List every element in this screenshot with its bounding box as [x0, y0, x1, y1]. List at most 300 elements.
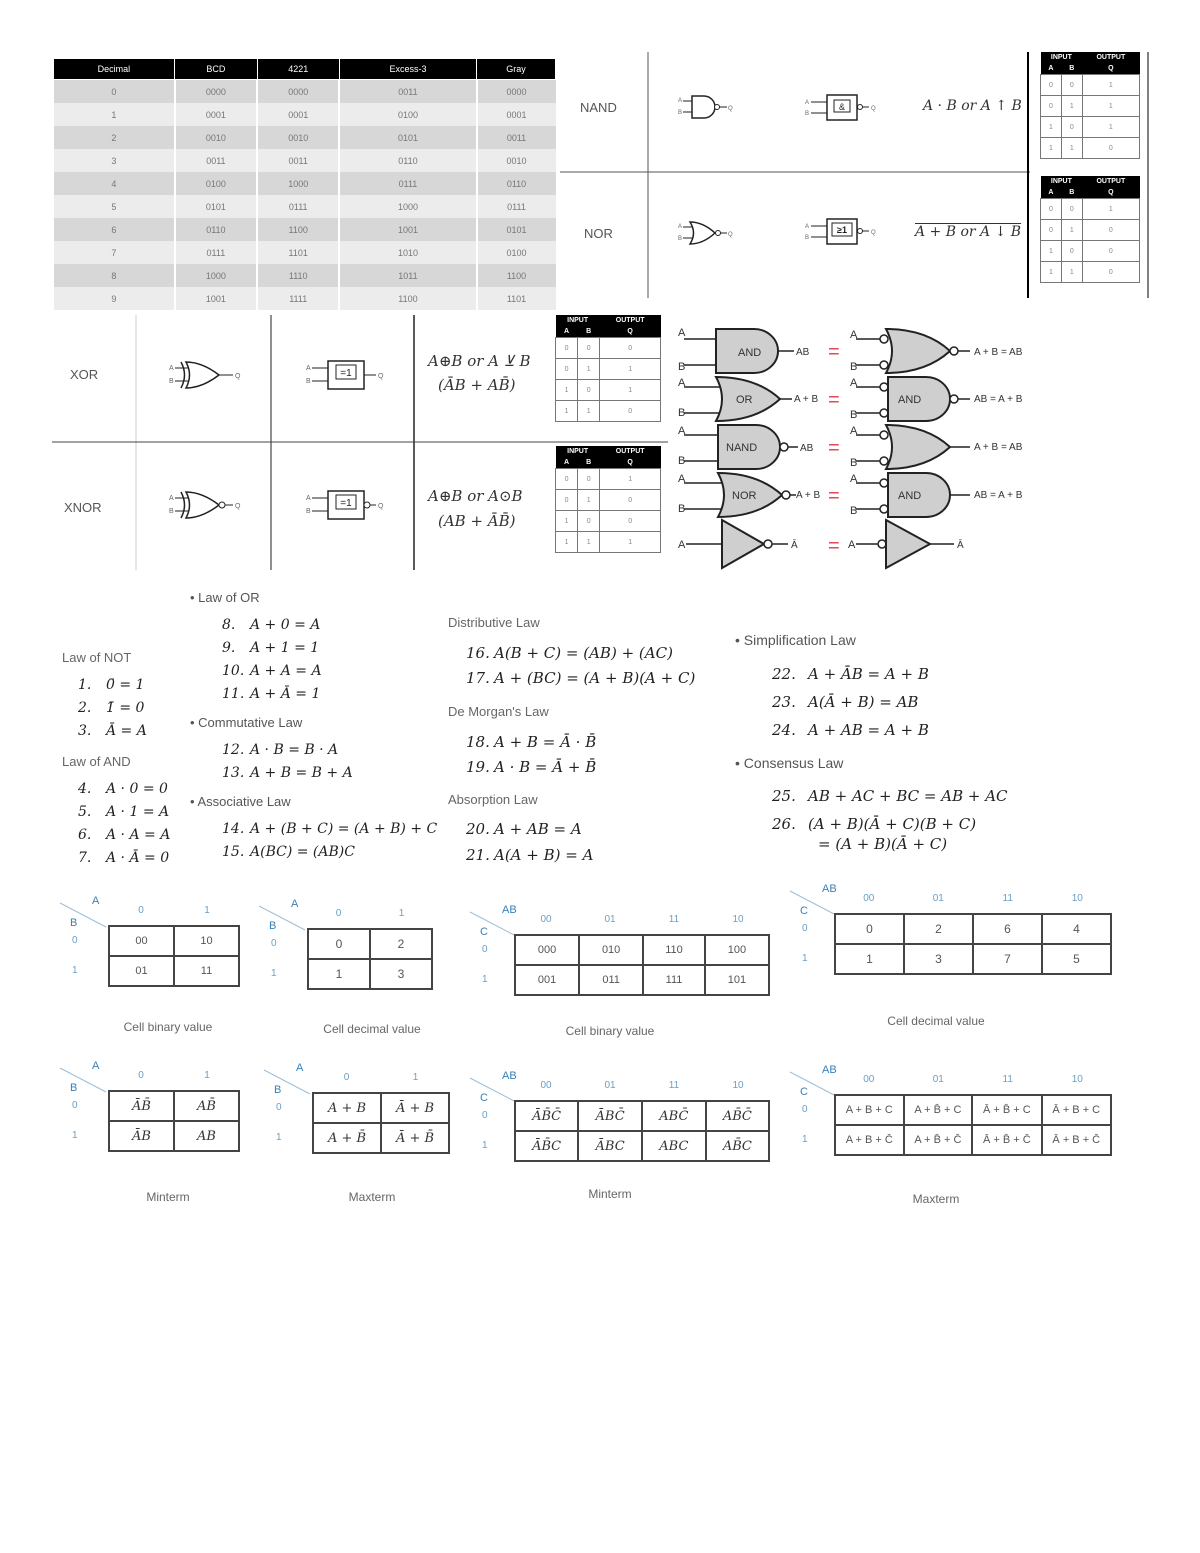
- kmap-top-variable: A: [291, 898, 299, 910]
- codes-cell: 1100: [339, 287, 476, 310]
- svg-text:Q: Q: [728, 232, 733, 238]
- kmap-col-header: 1: [204, 1070, 210, 1081]
- kmap-cell: AB̄C̄: [706, 1101, 769, 1131]
- tt-header-row: [556, 457, 661, 469]
- law-distributive-list: [466, 641, 695, 691]
- kmap-cell: 011: [579, 965, 643, 995]
- law-item: 21. A(A + B) = A: [466, 846, 594, 864]
- codes-cell: 1110: [257, 264, 339, 287]
- codes-row: [53, 103, 556, 126]
- nor-gate-icon: [675, 218, 735, 248]
- law-item: 9. A + 1 = 1: [222, 640, 320, 656]
- law-item: 17. A + (BC) = (A + B)(A + C): [466, 669, 696, 687]
- codes-cell: 1001: [175, 287, 257, 310]
- kmap-7: [466, 1070, 780, 1170]
- tt-row: [1041, 262, 1140, 283]
- xor-gate-icon: [167, 359, 247, 391]
- kmap-diagonal: [255, 898, 315, 938]
- kmap-cell: AB: [174, 1121, 239, 1151]
- codes-cell: 1100: [257, 218, 339, 241]
- svg-text:Q: Q: [378, 373, 384, 380]
- tt-cell: 1: [1041, 138, 1062, 159]
- svg-text:B: B: [306, 508, 311, 515]
- nor-expression: A + B or A ↓ B: [915, 224, 1022, 240]
- kmap-row-header: 1: [276, 1132, 282, 1143]
- codes-cell: 1001: [339, 218, 476, 241]
- tt-header-row: [1041, 176, 1140, 187]
- svg-text:AB: AB: [800, 443, 814, 454]
- kmap-caption: Maxterm: [912, 1192, 960, 1206]
- tt-input-header: INPUT: [1041, 176, 1083, 187]
- codes-row: [53, 195, 556, 218]
- kmap-row: [515, 965, 769, 995]
- kmap-cell: 0: [308, 929, 370, 959]
- svg-text:A: A: [678, 327, 686, 339]
- xor-xnor-panel: [52, 315, 668, 570]
- tt-cell: 0: [1041, 199, 1062, 220]
- xnor-gate-icon: [167, 489, 247, 521]
- law-item: = (A + B)(Ā + C): [818, 835, 948, 853]
- tt-input-header: INPUT: [556, 446, 600, 457]
- codes-cell: 0011: [257, 149, 339, 172]
- kmap-row: [515, 1101, 769, 1131]
- tt-col-header: A: [556, 326, 578, 338]
- law-item: 6. A · A = A: [78, 827, 171, 843]
- tt-cell: 1: [1061, 220, 1082, 241]
- law-and-title: Law of AND: [62, 754, 131, 769]
- kmap-col-header: 01: [604, 914, 616, 925]
- svg-text:Ā: Ā: [957, 540, 964, 551]
- kmap-row-header: 1: [802, 953, 808, 964]
- kmap-cell: 1: [835, 944, 904, 974]
- kmap-diagonal: [260, 1062, 320, 1102]
- tt-cell: 1: [1082, 96, 1139, 117]
- nand-label: NAND: [580, 100, 617, 115]
- tt-cell: 1: [600, 469, 661, 490]
- tt-row: [1041, 199, 1140, 220]
- kmap-row: [109, 1121, 239, 1151]
- codes-cell: 0100: [339, 103, 476, 126]
- tt-cell: 1: [556, 532, 578, 553]
- law-or-list: [222, 614, 322, 706]
- kmap-caption: Minterm: [146, 1190, 190, 1204]
- kmap-cell: A + B: [313, 1093, 381, 1123]
- kmap-col-header: 0: [335, 908, 342, 919]
- demorgan-row-2: [678, 377, 1023, 421]
- tt-cell: 0: [1041, 75, 1062, 96]
- law-item: 10. A + A = A: [222, 663, 322, 679]
- svg-text:AB = A + B: AB = A + B: [974, 394, 1023, 405]
- svg-text:A: A: [850, 473, 858, 485]
- codes-cell: 1011: [339, 264, 476, 287]
- svg-text:A: A: [805, 100, 810, 106]
- kmap-top-variable: AB: [502, 1070, 517, 1082]
- svg-text:A: A: [848, 539, 856, 551]
- svg-text:A: A: [678, 224, 683, 230]
- svg-text:B: B: [805, 235, 810, 241]
- kmap-grid: [312, 1092, 450, 1154]
- kmap-cell: Ā + B̄ + C̄: [972, 1125, 1041, 1155]
- tt-row: [556, 469, 661, 490]
- kmap-top-variable: AB: [822, 883, 837, 895]
- svg-text:AB: AB: [796, 347, 810, 358]
- codes-cell: 0010: [257, 126, 339, 149]
- tt-col-header: B: [1061, 187, 1082, 199]
- kmap-cell: Ā + B: [381, 1093, 449, 1123]
- tt-row: [1041, 138, 1140, 159]
- codes-cell: 0100: [175, 172, 257, 195]
- kmap-3: [466, 904, 780, 1004]
- law-and-list: [78, 778, 170, 870]
- codes-cell: 1000: [257, 172, 339, 195]
- kmap-col-header: 1: [412, 1072, 419, 1083]
- svg-text:≥1: ≥1: [837, 225, 847, 235]
- svg-text:NAND: NAND: [726, 442, 758, 454]
- demorgan-row-4: [678, 473, 1023, 517]
- demorgan-row-3: [678, 425, 1023, 469]
- kmap-cell: 111: [643, 965, 705, 995]
- tt-col-header: A: [1041, 187, 1062, 199]
- kmap-col-header: 01: [932, 1074, 944, 1085]
- svg-text:A: A: [850, 329, 858, 341]
- kmap-top-variable: A: [296, 1062, 304, 1074]
- tt-cell: 1: [1041, 117, 1062, 138]
- codes-cell: 1111: [257, 287, 339, 310]
- nand-gate-icon: [675, 92, 735, 122]
- kmap-col-header: 10: [732, 1080, 744, 1091]
- codes-cell: 0011: [339, 80, 476, 104]
- kmap-row-header: 1: [271, 968, 277, 979]
- kmap-cell: A + B̄ + C̄: [904, 1125, 973, 1155]
- kmap-cell: ABC̄: [642, 1101, 706, 1131]
- kmap-row: [308, 929, 432, 959]
- tt-col-header: B: [578, 457, 600, 469]
- kmap-cell: 3: [370, 959, 432, 989]
- xor-label: XOR: [70, 367, 99, 382]
- law-associative-list: [222, 818, 437, 864]
- kmap-8: [786, 1064, 1122, 1164]
- codes-cell: 0101: [175, 195, 257, 218]
- law-item: 1. 0̄ = 1: [78, 677, 145, 693]
- kmap-caption: Maxterm: [348, 1190, 396, 1204]
- kmap-side-variable: B: [274, 1084, 282, 1096]
- tt-row: [1041, 75, 1140, 96]
- codes-cell: 0000: [257, 80, 339, 104]
- codes-cell: 7: [53, 241, 175, 264]
- tt-cell: 0: [600, 490, 661, 511]
- codes-cell: 1101: [257, 241, 339, 264]
- kmap-caption: Cell decimal value: [323, 1022, 421, 1036]
- tt-header-row: [556, 315, 661, 326]
- kmap-cell: ĀB̄: [109, 1091, 174, 1121]
- svg-text:A + B: A + B: [796, 490, 821, 501]
- law-item: 19. A · B = Ā + B̄: [466, 758, 597, 776]
- xor-iec-icon: [304, 359, 394, 391]
- svg-text:A: A: [805, 224, 810, 230]
- kmap-cell: 100: [705, 935, 769, 965]
- svg-text:A: A: [850, 425, 858, 437]
- tt-col-header: B: [578, 326, 600, 338]
- xnor-truth-table: [555, 446, 661, 553]
- kmap-col-header: 0: [343, 1072, 350, 1083]
- tt-row: [556, 401, 661, 422]
- tt-cell: 0: [556, 490, 578, 511]
- codes-cell: 9: [53, 287, 175, 310]
- kmap-grid: [514, 934, 770, 996]
- xor-truth-table: [555, 315, 661, 422]
- demorgan-row-1: [678, 327, 1023, 373]
- law-consensus-list: [772, 784, 1008, 854]
- svg-text:B: B: [850, 505, 858, 517]
- codes-row: [53, 287, 556, 310]
- codes-cell: 2: [53, 126, 175, 149]
- codes-header-cell: Decimal: [53, 59, 175, 80]
- kmap-cell: ĀB̄C̄: [515, 1101, 578, 1131]
- tt-header-row: [556, 446, 661, 457]
- svg-text:A: A: [169, 365, 174, 372]
- kmap-col-header: 0: [138, 1070, 144, 1081]
- kmap-cell: AB̄C: [706, 1131, 769, 1161]
- codes-cell: 0101: [339, 126, 476, 149]
- kmap-col-header: 01: [932, 893, 944, 904]
- tt-input-header: INPUT: [556, 315, 600, 326]
- kmap-row-header: 0: [72, 1100, 78, 1111]
- svg-text:A: A: [850, 377, 858, 389]
- kmap-5: [56, 1060, 250, 1160]
- law-simplification-list: [772, 660, 929, 744]
- kmap-cell: 4: [1042, 914, 1111, 944]
- svg-text:=: =: [828, 341, 840, 363]
- kmap-col-header: 00: [863, 893, 875, 904]
- svg-text:AND: AND: [898, 394, 922, 406]
- kmap-top-variable: AB: [822, 1064, 837, 1076]
- codes-cell: 1000: [175, 264, 257, 287]
- codes-cell: 0000: [477, 80, 556, 104]
- law-item: 24. A + AB = A + B: [772, 721, 929, 739]
- law-or-title: • Law of OR: [190, 590, 260, 605]
- codes-cell: 0111: [339, 172, 476, 195]
- law-commutative-title: • Commutative Law: [190, 715, 303, 730]
- codes-cell: 0111: [175, 241, 257, 264]
- nand-expression: A · B or A ↑ B: [923, 98, 1022, 114]
- tt-row: [1041, 220, 1140, 241]
- law-not-title: Law of NOT: [62, 650, 132, 665]
- law-item: 22. A + ĀB = A + B: [772, 665, 929, 683]
- kmap-col-header: 10: [732, 914, 744, 925]
- kmap-cell: AB̄: [174, 1091, 239, 1121]
- svg-text:&: &: [838, 102, 846, 112]
- codes-table: [52, 58, 556, 310]
- law-item: 15. A(BC) = (AB)C: [222, 844, 355, 860]
- tt-cell: 1: [556, 380, 578, 401]
- kmap-side-variable: C: [480, 1092, 488, 1104]
- tt-col-header: B: [1061, 63, 1082, 75]
- tt-cell: 1: [578, 490, 600, 511]
- codes-cell: 4: [53, 172, 175, 195]
- xnor-expression: A⊕B or A⊙B: [428, 487, 523, 505]
- svg-text:B: B: [850, 361, 858, 373]
- kmap-cell: 11: [174, 956, 239, 986]
- tt-header-row: [1041, 187, 1140, 199]
- tt-cell: 1: [600, 359, 661, 380]
- kmap-cell: A + B + C̄: [835, 1125, 904, 1155]
- kmap-cell: ĀBC: [578, 1131, 642, 1161]
- tt-cell: 0: [1041, 220, 1062, 241]
- codes-cell: 0111: [477, 195, 556, 218]
- svg-text:A + B = AB: A + B = AB: [974, 347, 1023, 358]
- kmap-cell: 110: [643, 935, 705, 965]
- xor-expression: A⊕B or A ⊻ B: [428, 352, 531, 370]
- codes-cell: 0: [53, 80, 175, 104]
- svg-text:A: A: [678, 539, 686, 551]
- kmap-row-header: 1: [482, 1140, 488, 1151]
- kmap-col-header: 00: [863, 1074, 875, 1085]
- tt-col-header: Q: [600, 457, 661, 469]
- codes-header-cell: Gray: [477, 59, 556, 80]
- kmap-cell: 2: [904, 914, 973, 944]
- kmap-cell: Ā + B̄ + C: [972, 1095, 1041, 1125]
- law-item: 14. A + (B + C) = (A + B) + C: [222, 821, 438, 837]
- kmap-row-header: 0: [271, 938, 277, 949]
- kmap-row-header: 1: [72, 965, 78, 976]
- tt-cell: 0: [556, 359, 578, 380]
- tt-header-row: [1041, 63, 1140, 75]
- codes-cell: 0011: [175, 149, 257, 172]
- codes-cell: 0100: [477, 241, 556, 264]
- law-not-list: [78, 674, 147, 743]
- kmap-grid: [834, 1094, 1112, 1156]
- tt-cell: 1: [1082, 75, 1139, 96]
- kmap-cell: 001: [515, 965, 579, 995]
- kmap-side-variable: C: [480, 926, 488, 938]
- kmap-col-header: 11: [668, 1080, 680, 1091]
- svg-text:OR: OR: [736, 394, 753, 406]
- svg-text:AND: AND: [738, 347, 762, 359]
- tt-cell: 0: [578, 511, 600, 532]
- kmap-grid: [307, 928, 433, 990]
- codes-cell: 1101: [477, 287, 556, 310]
- tt-cell: 0: [578, 469, 600, 490]
- law-item: 16. A(B + C) = (AB) + (AC): [466, 644, 673, 662]
- svg-text:B: B: [850, 457, 858, 469]
- law-absorption-list: [466, 816, 593, 868]
- kmap-grid: [514, 1100, 770, 1162]
- kmap-col-header: 11: [1002, 893, 1013, 904]
- tt-cell: 1: [1082, 199, 1139, 220]
- kmap-col-header: 1: [398, 908, 405, 919]
- kmap-side-variable: C: [800, 905, 808, 917]
- svg-text:A: A: [306, 365, 311, 372]
- xnor-iec-icon: [304, 489, 394, 521]
- codes-cell: 0001: [175, 103, 257, 126]
- codes-cell: 8: [53, 264, 175, 287]
- kmap-side-variable: C: [800, 1086, 808, 1098]
- tt-row: [1041, 96, 1140, 117]
- tt-cell: 1: [556, 511, 578, 532]
- kmap-cell: 000: [515, 935, 579, 965]
- tt-cell: 1: [1061, 262, 1082, 283]
- kmap-row: [515, 935, 769, 965]
- kmap-grid: [834, 913, 1112, 975]
- tt-cell: 0: [578, 338, 600, 359]
- svg-text:B: B: [169, 378, 174, 385]
- tt-cell: 0: [1082, 220, 1139, 241]
- tt-row: [556, 359, 661, 380]
- codes-cell: 0001: [477, 103, 556, 126]
- svg-text:B: B: [850, 409, 858, 421]
- kmap-cell: 101: [705, 965, 769, 995]
- kmap-diagonal: [56, 1060, 116, 1100]
- svg-text:B: B: [169, 508, 174, 515]
- codes-header-cell: BCD: [175, 59, 257, 80]
- codes-cell: 0011: [477, 126, 556, 149]
- codes-cell: 0010: [175, 126, 257, 149]
- kmap-col-header: 10: [1071, 1074, 1083, 1085]
- kmap-cell: A + B + C: [835, 1095, 904, 1125]
- kmap-row-header: 0: [482, 944, 488, 955]
- svg-text:A: A: [678, 425, 686, 437]
- kmap-cell: Ā + B̄: [381, 1123, 449, 1153]
- kmap-row-header: 0: [482, 1110, 488, 1121]
- tt-col-header: A: [1041, 63, 1062, 75]
- tt-cell: 0: [1041, 96, 1062, 117]
- svg-text:=: =: [828, 437, 840, 459]
- tt-row: [556, 532, 661, 553]
- codes-cell: 5: [53, 195, 175, 218]
- tt-row: [556, 380, 661, 401]
- codes-cell: 0001: [257, 103, 339, 126]
- law-consensus-title: • Consensus Law: [735, 755, 844, 771]
- kmap-col-header: 10: [1071, 893, 1083, 904]
- svg-text:Q: Q: [235, 373, 241, 380]
- tt-cell: 0: [1061, 117, 1082, 138]
- law-item: 13. A + B = B + A: [222, 765, 353, 781]
- codes-row: [53, 172, 556, 195]
- tt-output-header: OUTPUT: [1082, 52, 1139, 63]
- svg-text:A: A: [678, 98, 683, 104]
- law-demorgan-list: [466, 730, 596, 780]
- codes-cell: 0111: [257, 195, 339, 218]
- svg-text:B: B: [678, 110, 683, 116]
- kmap-cell: 6: [973, 914, 1042, 944]
- kmap-col-header: 00: [540, 914, 552, 925]
- tt-cell: 0: [1061, 75, 1082, 96]
- codes-cell: 0101: [477, 218, 556, 241]
- codes-cell: 1: [53, 103, 175, 126]
- svg-text:Q: Q: [728, 106, 733, 112]
- svg-text:A: A: [678, 473, 686, 485]
- svg-text:=: =: [828, 389, 840, 411]
- kmap-row: [308, 959, 432, 989]
- tt-cell: 0: [578, 380, 600, 401]
- codes-cell: 0110: [477, 172, 556, 195]
- tt-col-header: Q: [1082, 63, 1139, 75]
- codes-cell: 0010: [477, 149, 556, 172]
- kmap-row: [109, 1091, 239, 1121]
- codes-row: [53, 149, 556, 172]
- tt-output-header: OUTPUT: [600, 315, 661, 326]
- kmap-cell: 7: [973, 944, 1042, 974]
- nor-label: NOR: [584, 226, 613, 241]
- svg-text:Ā: Ā: [791, 540, 798, 551]
- codes-cell: 3: [53, 149, 175, 172]
- xnor-expression-expanded: (AB + ĀB̄): [438, 512, 516, 530]
- codes-row: [53, 264, 556, 287]
- svg-text:B: B: [678, 503, 686, 515]
- codes-row: [53, 80, 556, 104]
- kmap-row-header: 0: [802, 1104, 808, 1115]
- kmap-cell: ĀB̄C: [515, 1131, 578, 1161]
